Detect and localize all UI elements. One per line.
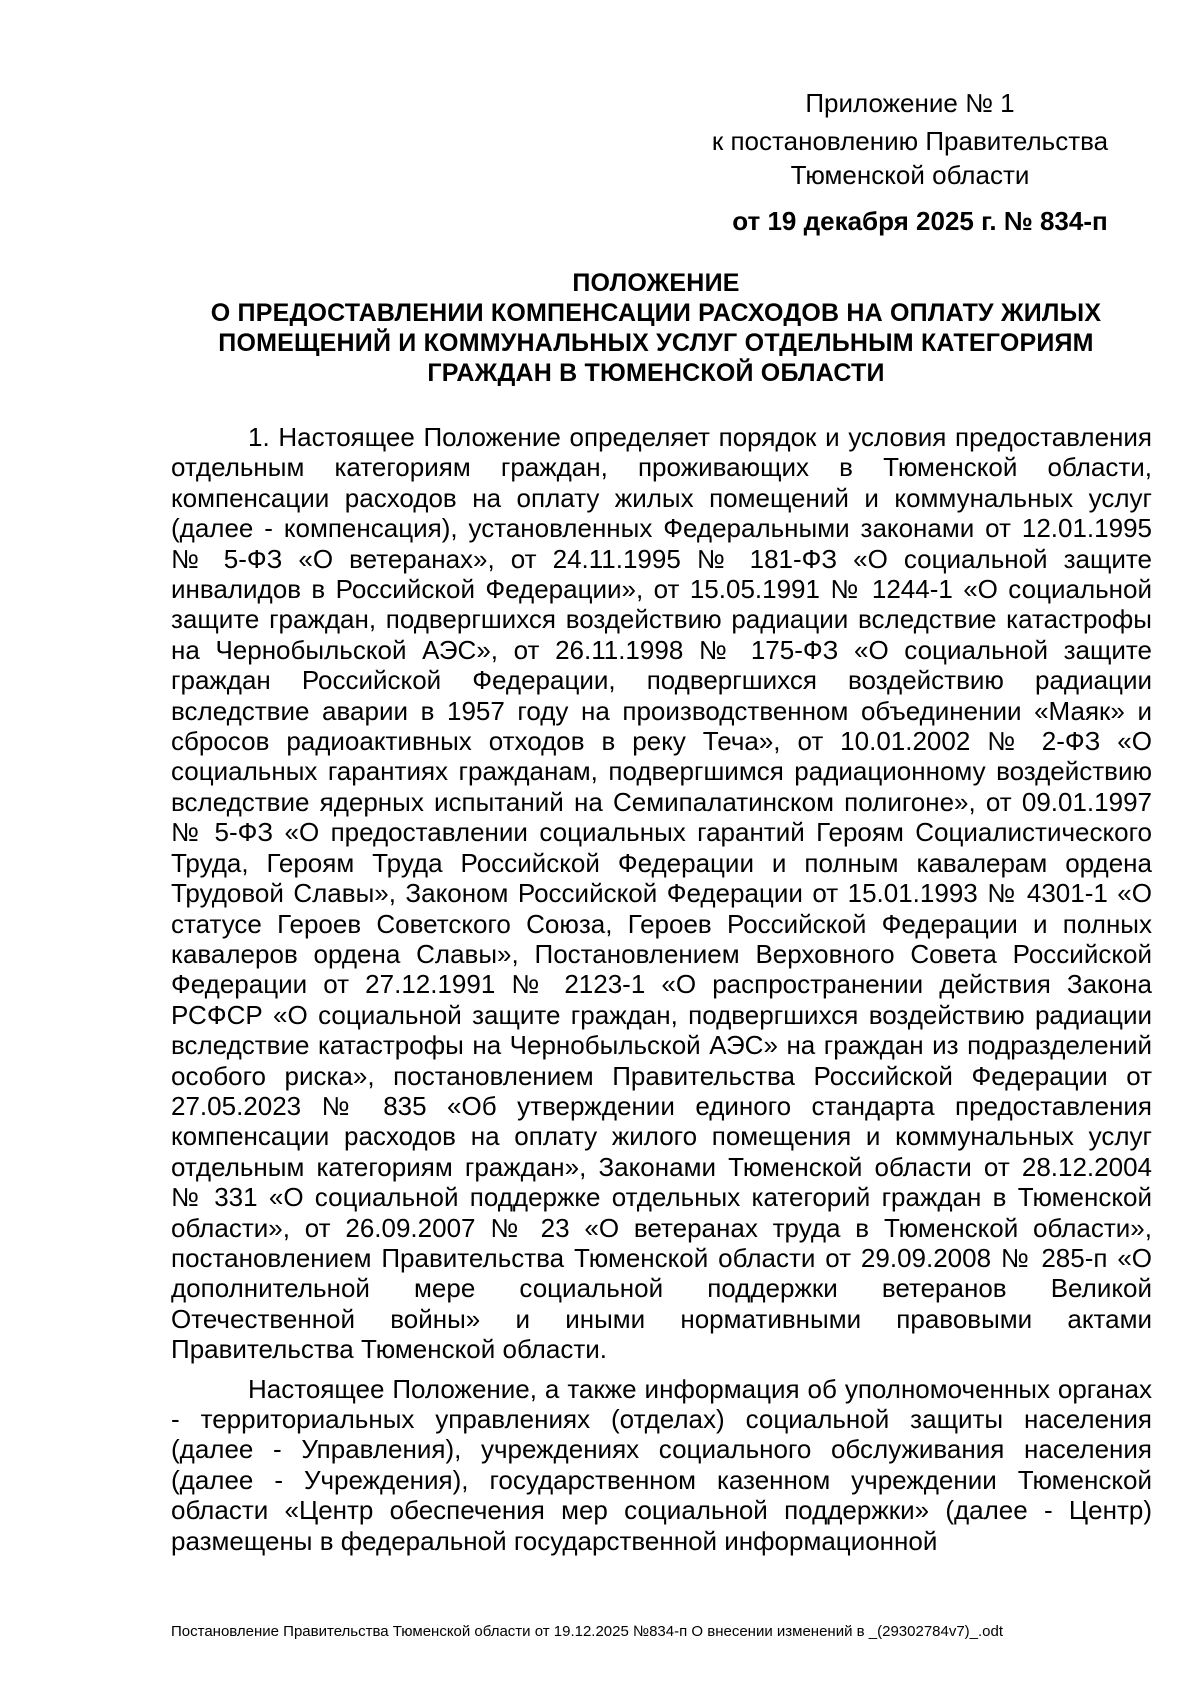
page-footer: Постановление Правительства Тюменской области от 19.12.2025 №834-п О внесении изменений в _(29302784v7)_.odt — [171, 1623, 1004, 1640]
resolution-date-number: от 19 декабря 2025 г. № 834-п — [732, 206, 1108, 236]
document-body — [171, 422, 1152, 1556]
paragraph-1: 1. Настоящее Положение определяет порядок и условия предоставления отдельным категориям граждан, проживающих в Тюменской области, компенсации расходов на оплату жилых помещений и коммунальных услуг (далее - компенсация), установленных Федеральными законами от 12.01.1995 № 5-ФЗ «О ветеранах», от 24.11.1995 № 181-ФЗ «О социальной защите инвалидов в Российской Федерации», от 15.05.1991 № 1244-1 «О социальной защите граждан, подвергшихся воздействию радиации вследствие катастрофы на Чернобыльской АЭС», от 26.11.1998 № 175-ФЗ «О социальной защите граждан Российской Федерации, подвергшихся воздействию радиации вследствие аварии в 1957 году на производственном объединении «Маяк» и сбросов радиоактивных отходов в реку Теча», от 10.01.2002 № 2-ФЗ «О социальных гарантиях гражданам, подвергшимся радиационному воздействию вследствие ядерных испытаний на Семипалатинском полигоне», от 09.01.1997 № 5-ФЗ «О предоставлении социальных гарантий Героям Социалистического Труда, Героям Труда Российской Федерации и полным кавалерам ордена Трудовой Славы», Законом Российской Федерации от 15.01.1993 № 4301-1 «О статусе Героев Советского Союза, Героев Российской Федерации и полных кавалеров ордена Славы», Постановлением Верховного Совета Российской Федерации от 27.12.1991 № 2123-1 «О распространении действия Закона РСФСР «О социальной защите граждан, подвергшихся воздействию радиации вследствие катастрофы на Чернобыльской АЭС» на граждан из подразделений особого риска», постановлением Правительства Российской Федерации от 27.05.2023 № 835 «Об утверждении единого стандарта предоставления компенсации расходов на оплату жилого помещения и коммунальных услуг отдельным категориям граждан», Законами Тюменской области от 28.12.2004 № 331 «О социальной поддержке отдельных категорий граждан в Тюменской области», от 26.09.2007 № 23 «О ветеранах труда в Тюменской области», постановлением Правительства Тюменской области от 29.09.2008 № 285-п «О дополнительной мере социальной поддержки ветеранов Великой Отечественной войны» и иными нормативными правовыми актами Правительства Тюменской области. — [171, 422, 1152, 1365]
document-title — [160, 268, 1152, 388]
resolution-reference-line-2: Тюменской области — [790, 160, 1030, 190]
title-line-3: ПОМЕЩЕНИЙ И КОММУНАЛЬНЫХ УСЛУГ ОТДЕЛЬНЫМ КАТЕГОРИЯМ — [218, 329, 1094, 357]
paragraph-2: Настоящее Положение, а также информация об уполномоченных органах - территориальных управлениях (отделах) социальной защиты населения (далее - Управления), учреждениях социального обслуживания населения (далее - Учреждения), государственном казенном учреждении Тюменской области «Центр обеспечения мер социальной поддержки» (далее - Центр) размещены в федеральной государственной информационной — [171, 1373, 1152, 1556]
appendix-number: Приложение № 1 — [805, 88, 1015, 118]
title-line-1: ПОЛОЖЕНИЕ — [572, 269, 740, 297]
title-line-4: ГРАЖДАН В ТЮМЕНСКОЙ ОБЛАСТИ — [427, 359, 885, 387]
resolution-reference-line-1: к постановлению Правительства — [711, 126, 1109, 156]
title-line-2: О ПРЕДОСТАВЛЕНИИ КОМПЕНСАЦИИ РАСХОДОВ НА ОПЛАТУ ЖИЛЫХ — [210, 299, 1102, 327]
appendix-header — [690, 86, 1130, 238]
